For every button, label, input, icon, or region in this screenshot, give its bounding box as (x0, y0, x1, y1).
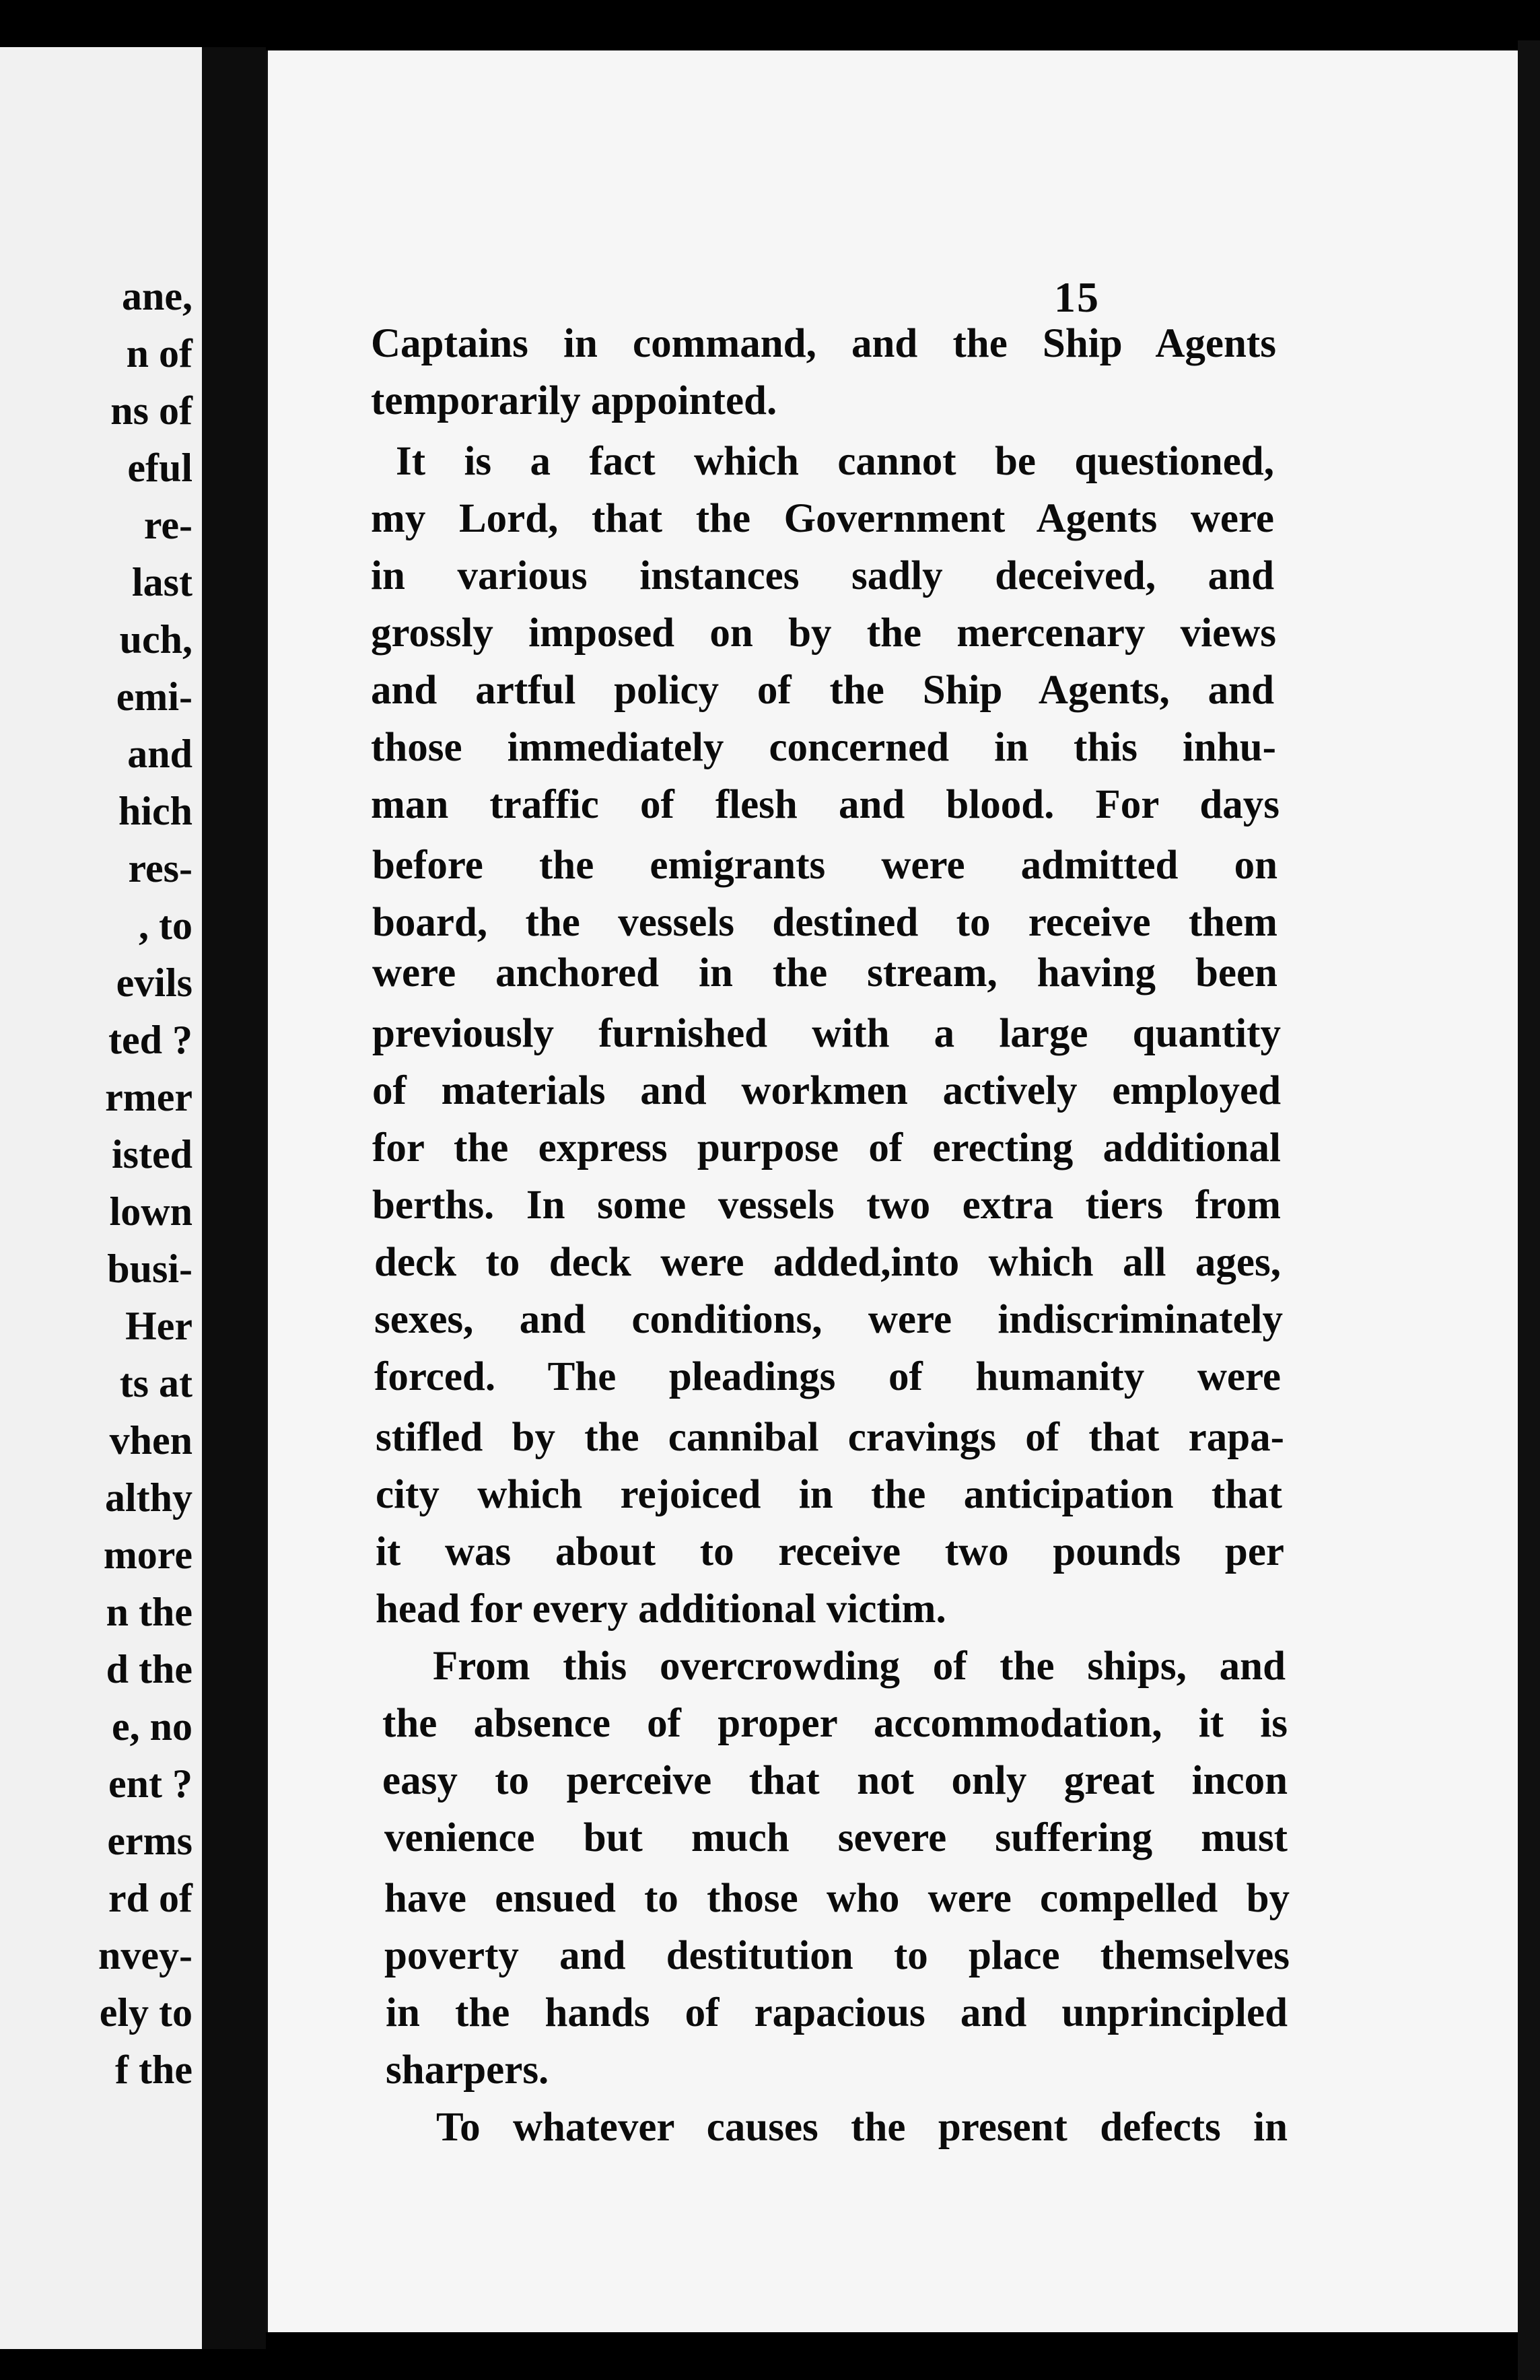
previous-page-line: vhen (109, 1418, 193, 1463)
page-edge-shadow (1518, 40, 1540, 2380)
previous-page-line: eful (127, 446, 193, 490)
body-text-line: and artful policy of the Ship Agents, and (371, 668, 1274, 713)
body-text-line: those immediately concerned in this inhu- (371, 725, 1276, 770)
previous-page-line: Her (125, 1304, 193, 1348)
previous-page-line: nvey- (98, 1933, 193, 1978)
previous-page-line: uch, (119, 617, 193, 662)
body-text-line: To whatever causes the present defects in (436, 2105, 1288, 2150)
body-text-line: sexes, and conditions, were indiscriminately (374, 1297, 1283, 1342)
body-text-line: of materials and workmen actively employed (372, 1068, 1281, 1113)
previous-page-line: last (132, 560, 193, 604)
previous-page-line: d the (106, 1647, 193, 1691)
body-text-line: temporarily appointed. (371, 378, 777, 423)
body-text-line: head for every additional victim. (376, 1586, 946, 1632)
body-text-line: It is a fact which cannot be questioned, (396, 439, 1274, 484)
body-text-line: before the emigrants were admitted on (372, 843, 1278, 888)
previous-page-line: f the (115, 2048, 193, 2092)
body-text-line: poverty and destitution to place themselves (384, 1933, 1290, 1978)
body-text-line: man traffic of flesh and blood. For days (371, 782, 1280, 827)
previous-page-line: lown (109, 1189, 193, 1234)
body-text-line: easy to perceive that not only great incon (382, 1758, 1288, 1803)
previous-page-line: res- (128, 846, 193, 890)
body-text-line: stifled by the cannibal cravings of that rapa- (376, 1415, 1284, 1460)
previous-page-line: althy (104, 1475, 193, 1520)
previous-page-line: isted (112, 1132, 193, 1177)
previous-page-line: more (103, 1533, 193, 1577)
body-text-line: sharpers. (386, 2048, 549, 2093)
body-text-line: board, the vessels destined to receive them (372, 900, 1278, 945)
previous-page-line: n of (126, 331, 193, 376)
previous-page-line: re- (143, 503, 193, 547)
previous-page-line: evils (116, 960, 193, 1005)
previous-page-line: n the (106, 1590, 193, 1634)
previous-page-line: hich (118, 789, 193, 833)
previous-page-line: e, no (112, 1704, 193, 1749)
book-gutter (202, 47, 266, 2349)
previous-page-line: ted ? (108, 1018, 193, 1062)
previous-page-line: ane, (122, 274, 193, 318)
body-text-line: were anchored in the stream, having been (372, 950, 1278, 995)
previous-page-line: busi- (107, 1247, 193, 1291)
body-text-line: grossly imposed on by the mercenary views (371, 610, 1276, 656)
body-text-line: the absence of proper accommodation, it is (382, 1701, 1288, 1746)
body-text-line: it was about to receive two pounds per (376, 1529, 1284, 1574)
previous-page-line: ent ? (108, 1761, 193, 1806)
body-text-line: deck to deck were added,into which all ages, (374, 1240, 1281, 1285)
body-text-line: have ensued to those who were compelled by (384, 1876, 1290, 1921)
previous-page-line: rmer (105, 1075, 193, 1119)
body-text-line: for the express purpose of erecting additional (372, 1125, 1281, 1170)
page-number: 15 (1054, 273, 1100, 321)
body-text-line: Captains in command, and the Ship Agents (371, 321, 1276, 366)
current-page (266, 50, 1520, 2332)
previous-page-line: ely to (99, 1990, 193, 2035)
previous-page-line: and (127, 732, 193, 776)
body-text-line: city which rejoiced in the anticipation that (376, 1472, 1282, 1517)
previous-page-line: ts at (119, 1361, 193, 1405)
body-text-line: in the hands of rapacious and unprincipled (386, 1990, 1288, 2035)
previous-page-line: ns of (110, 388, 193, 433)
body-text-line: my Lord, that the Government Agents were (371, 496, 1274, 541)
body-text-line: berths. In some vessels two extra tiers from (372, 1183, 1281, 1228)
body-text-line: From this overcrowding of the ships, and (433, 1644, 1286, 1689)
body-text-line: in various instances sadly deceived, and (371, 553, 1274, 598)
body-text-line: previously furnished with a large quantity (372, 1011, 1281, 1056)
previous-page-line: , to (139, 903, 193, 948)
body-text-line: forced. The pleadings of humanity were (374, 1354, 1281, 1399)
previous-page-line: emi- (116, 674, 193, 719)
previous-page-fragment (0, 47, 203, 2349)
previous-page-line: erms (107, 1819, 193, 1863)
previous-page-line: rd of (108, 1876, 193, 1920)
body-text-line: venience but much severe suffering must (384, 1815, 1288, 1860)
